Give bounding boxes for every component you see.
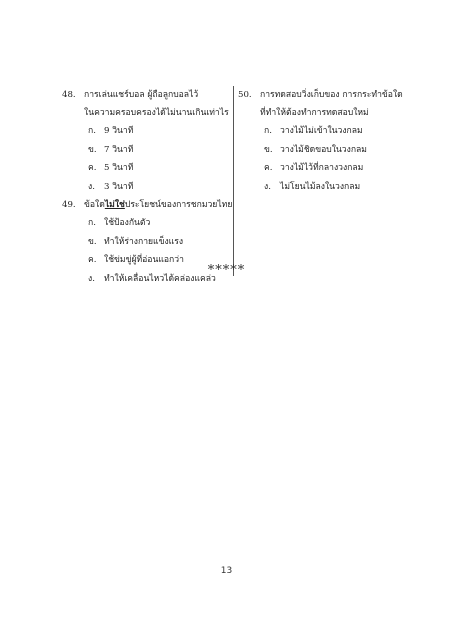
option-label: ข. bbox=[264, 144, 273, 155]
option-c bbox=[62, 159, 230, 178]
option-a bbox=[62, 214, 230, 233]
question-48 bbox=[62, 86, 230, 196]
left-column bbox=[62, 86, 233, 288]
page-number: 13 bbox=[220, 566, 233, 576]
question-text-before: ข้อใด bbox=[84, 200, 105, 210]
question-text-continued: ในความครอบครองได้ไม่นานเกินเท่าไร bbox=[84, 108, 229, 118]
option-d bbox=[62, 178, 230, 197]
question-number: 49. bbox=[62, 200, 76, 210]
question-text-continued: ที่ทำให้ต้องทำการทดสอบใหม่ bbox=[260, 108, 369, 118]
option-label: ก. bbox=[88, 126, 96, 136]
question-50 bbox=[238, 86, 408, 196]
option-text: ไม่โยนไม้ลงในวงกลม bbox=[280, 181, 361, 192]
question-text: การเล่นแชร์บอล ผู้ถือลูกบอลไว้ bbox=[84, 90, 199, 100]
option-text: 7 วินาที bbox=[104, 144, 134, 155]
option-a bbox=[238, 122, 408, 141]
option-label: ข. bbox=[88, 144, 97, 155]
question-text: การทดสอบวิ่งเก็บของ การกระทำข้อใด bbox=[260, 90, 403, 100]
option-label: ค. bbox=[264, 163, 273, 173]
option-label: ค. bbox=[88, 255, 97, 265]
option-text: วางไม้ไว้ที่กลางวงกลม bbox=[280, 163, 364, 173]
option-text: วางไม้ไม่เข้าในวงกลม bbox=[280, 126, 363, 136]
question-text-after: ประโยชน์ของการชกมวยไทย bbox=[124, 200, 233, 210]
option-text: ทำให้เคลื่อนไหวได้คล่องแคล่ว bbox=[104, 273, 216, 284]
column-divider bbox=[233, 86, 234, 276]
question-text-emphasis: ไม่ใช่ bbox=[104, 200, 125, 210]
end-marker-text: ***** bbox=[207, 263, 246, 278]
option-text: ใช้ป้องกันตัว bbox=[104, 218, 151, 228]
option-label: ง. bbox=[88, 181, 95, 192]
option-text: 3 วินาที bbox=[104, 181, 134, 192]
option-text: ใช้ข่มขู่ผู้ที่อ่อนแอกว่า bbox=[104, 255, 184, 265]
option-label: ก. bbox=[264, 126, 272, 136]
option-label: ก. bbox=[88, 218, 96, 228]
question-number: 48. bbox=[62, 90, 76, 100]
option-label: ข. bbox=[88, 236, 97, 247]
option-b bbox=[62, 233, 230, 252]
option-label: ง. bbox=[88, 273, 95, 284]
option-text: 9 วินาที bbox=[104, 126, 134, 136]
option-label: ง. bbox=[264, 181, 271, 192]
option-text: ทำให้ร่างกายแข็งแรง bbox=[104, 236, 184, 247]
option-text: วางไม้ชิดขอบในวงกลม bbox=[280, 144, 367, 155]
option-a bbox=[62, 122, 230, 141]
question-number: 50. bbox=[238, 90, 252, 100]
option-b bbox=[62, 141, 230, 160]
option-label: ค. bbox=[88, 163, 97, 173]
option-d bbox=[238, 178, 408, 197]
option-c bbox=[238, 159, 408, 178]
option-text: 5 วินาที bbox=[104, 163, 134, 173]
right-column bbox=[238, 86, 408, 196]
question-text bbox=[84, 196, 232, 214]
option-b bbox=[238, 141, 408, 160]
end-marker-stars bbox=[0, 263, 453, 278]
